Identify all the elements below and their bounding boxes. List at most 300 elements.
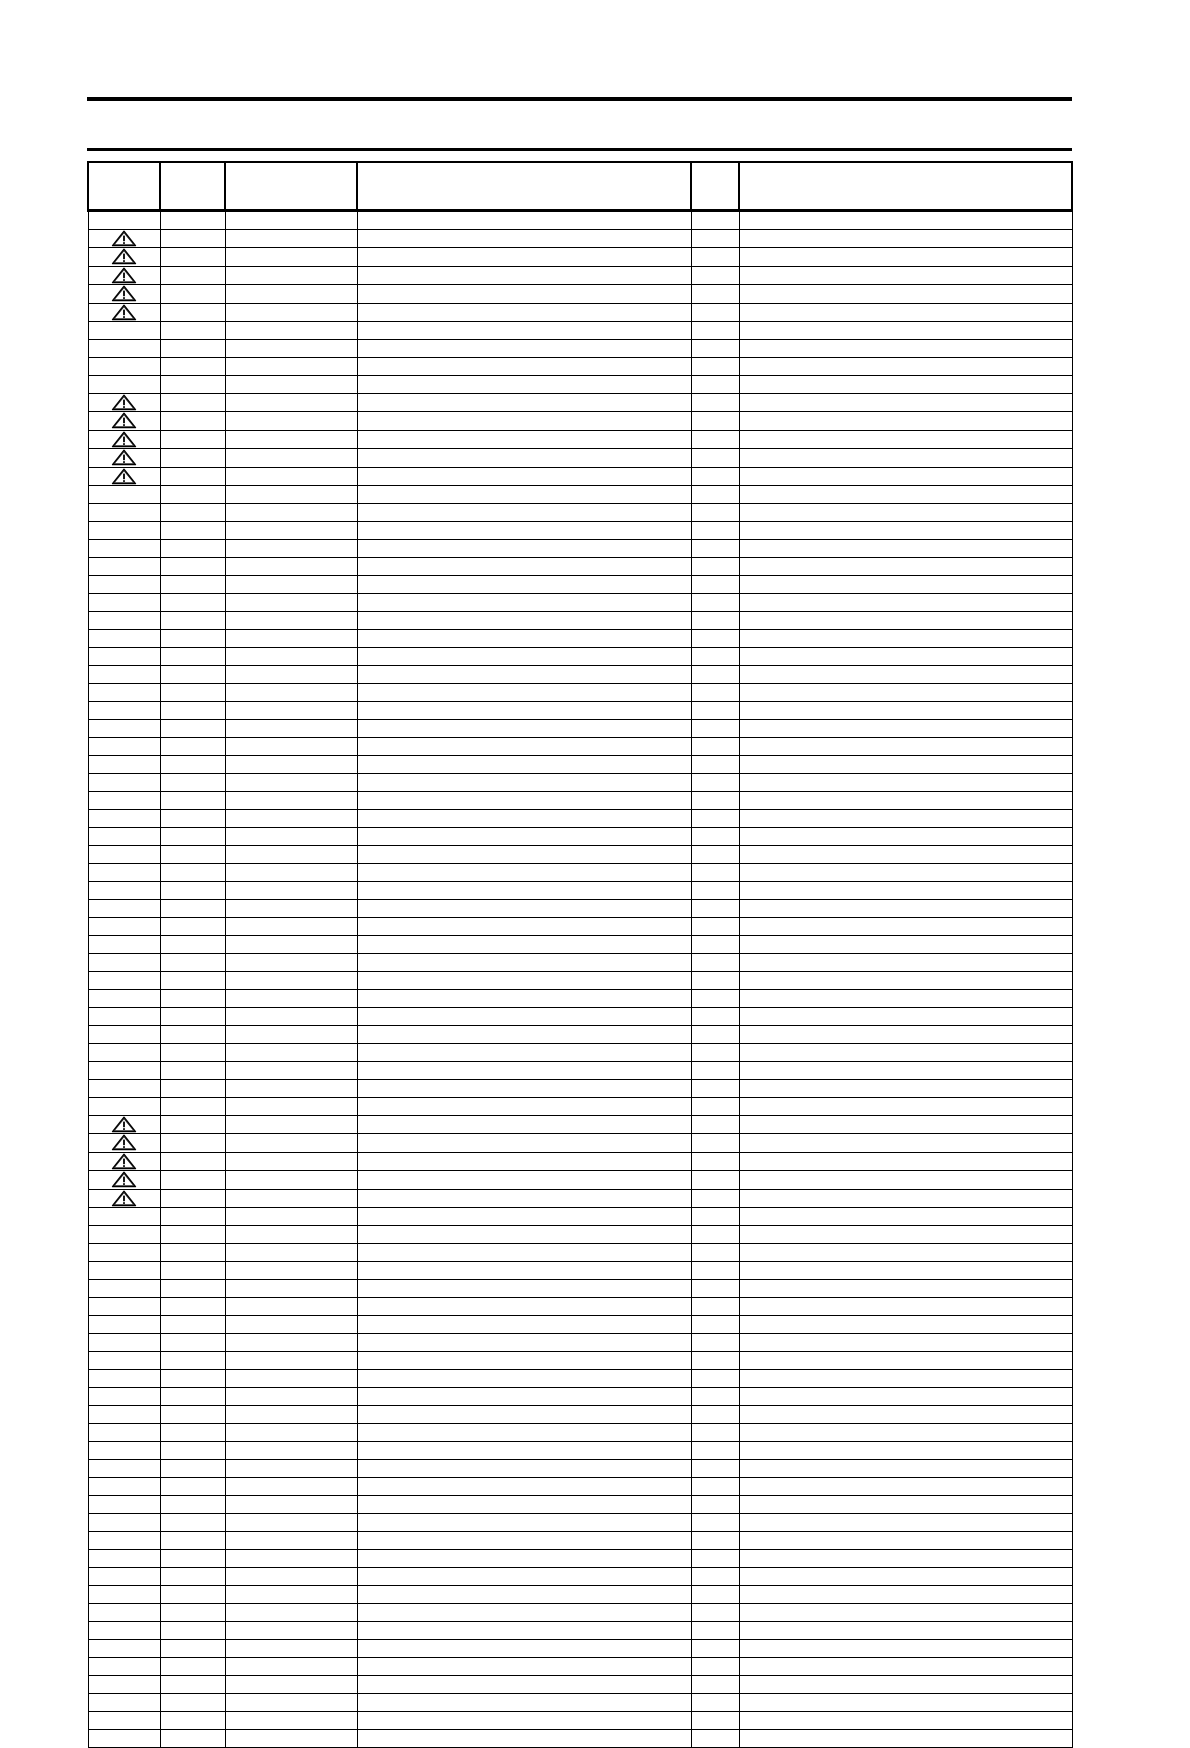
table-cell: [739, 1730, 1072, 1748]
table-cell: [357, 467, 691, 485]
table-cell: [357, 702, 691, 720]
table-cell: [739, 430, 1072, 448]
table-cell: [225, 430, 357, 448]
table-cell: [357, 1334, 691, 1352]
table-cell: [225, 412, 357, 430]
table-cell: [691, 702, 739, 720]
mark-cell: [88, 1532, 160, 1550]
table-cell: [691, 303, 739, 321]
mark-cell: [88, 1442, 160, 1460]
mark-cell: [88, 1676, 160, 1694]
table-row: [88, 248, 1072, 266]
table-cell: [160, 1424, 225, 1442]
warning-triangle-icon: [111, 267, 137, 284]
mark-cell: [88, 1604, 160, 1622]
table-cell: [160, 340, 225, 358]
table-cell: [160, 1152, 225, 1170]
table-row: [88, 1098, 1072, 1116]
table-row: [88, 303, 1072, 321]
table-row: [88, 1280, 1072, 1298]
table-cell: [225, 1496, 357, 1514]
table-cell: [160, 486, 225, 504]
table-cell: [225, 1334, 357, 1352]
table-cell: [225, 1298, 357, 1316]
table-cell: [357, 558, 691, 576]
table-cell: [160, 504, 225, 522]
table-row: [88, 376, 1072, 394]
table-cell: [357, 1586, 691, 1604]
table-cell: [160, 918, 225, 936]
table-row: [88, 558, 1072, 576]
section-rule: [87, 148, 1072, 151]
table-cell: [357, 1676, 691, 1694]
table-row: [88, 1262, 1072, 1280]
table-cell: [357, 1730, 691, 1748]
mark-cell: [88, 358, 160, 376]
table-cell: [225, 882, 357, 900]
table-cell: [739, 882, 1072, 900]
table-row: [88, 1370, 1072, 1388]
table-cell: [160, 630, 225, 648]
table-cell: [160, 412, 225, 430]
table-cell: [691, 1730, 739, 1748]
table-cell: [225, 1442, 357, 1460]
table-cell: [160, 1044, 225, 1062]
table-cell: [357, 1080, 691, 1098]
table-cell: [691, 648, 739, 666]
table-cell: [225, 1152, 357, 1170]
table-cell: [691, 792, 739, 810]
table-cell: [160, 1712, 225, 1730]
table-cell: [739, 864, 1072, 882]
mark-cell: [88, 1460, 160, 1478]
table-cell: [739, 1208, 1072, 1226]
table-cell: [160, 1316, 225, 1334]
mark-cell: [88, 540, 160, 558]
table-cell: [160, 1460, 225, 1478]
table-cell: [691, 1352, 739, 1370]
table-cell: [691, 1712, 739, 1730]
table-row: [88, 954, 1072, 972]
mark-cell: [88, 738, 160, 756]
table-cell: [225, 1388, 357, 1406]
warning-triangle-icon: [111, 1190, 137, 1207]
table-cell: [160, 322, 225, 340]
table-cell: [691, 358, 739, 376]
table-row: [88, 412, 1072, 430]
table-cell: [691, 230, 739, 248]
table-cell: [225, 1676, 357, 1694]
table-cell: [691, 882, 739, 900]
table-cell: [739, 540, 1072, 558]
table-cell: [691, 322, 739, 340]
table-cell: [357, 540, 691, 558]
table-cell: [739, 1550, 1072, 1568]
table-row: [88, 1604, 1072, 1622]
table-cell: [691, 504, 739, 522]
table-cell: [357, 1298, 691, 1316]
table-cell: [160, 376, 225, 394]
table-cell: [357, 1244, 691, 1262]
table-cell: [160, 1334, 225, 1352]
table-cell: [357, 1424, 691, 1442]
table-cell: [160, 1026, 225, 1044]
table-cell: [691, 756, 739, 774]
table-cell: [225, 486, 357, 504]
table-cell: [739, 322, 1072, 340]
table-cell: [160, 1370, 225, 1388]
table-cell: [357, 1604, 691, 1622]
table-cell: [357, 1694, 691, 1712]
table-cell: [691, 774, 739, 792]
table-cell: [160, 394, 225, 412]
table-cell: [225, 285, 357, 303]
table-cell: [691, 1008, 739, 1026]
table-row: [88, 720, 1072, 738]
mark-cell: [88, 828, 160, 846]
table-cell: [225, 340, 357, 358]
table-cell: [225, 666, 357, 684]
table-cell: [357, 1044, 691, 1062]
table-cell: [225, 774, 357, 792]
table-cell: [691, 558, 739, 576]
table-cell: [739, 558, 1072, 576]
column-header-description: [357, 162, 691, 211]
table-cell: [691, 1316, 739, 1334]
table-cell: [691, 1098, 739, 1116]
table-cell: [739, 1316, 1072, 1334]
table-cell: [357, 738, 691, 756]
mark-cell: [88, 1189, 160, 1207]
table-cell: [739, 1514, 1072, 1532]
table-cell: [160, 720, 225, 738]
table-cell: [160, 558, 225, 576]
table-row: [88, 918, 1072, 936]
warning-triangle-icon: [111, 431, 137, 448]
table-row: [88, 1388, 1072, 1406]
mark-cell: [88, 248, 160, 266]
table-cell: [357, 1568, 691, 1586]
table-cell: [691, 846, 739, 864]
table-cell: [357, 303, 691, 321]
table-cell: [225, 630, 357, 648]
table-cell: [739, 666, 1072, 684]
table-cell: [225, 1008, 357, 1026]
table-row: [88, 792, 1072, 810]
table-cell: [357, 612, 691, 630]
table-cell: [225, 828, 357, 846]
table-cell: [357, 810, 691, 828]
table-cell: [357, 1280, 691, 1298]
table-cell: [357, 1478, 691, 1496]
table-cell: [160, 303, 225, 321]
table-cell: [160, 1062, 225, 1080]
table-row: [88, 486, 1072, 504]
table-cell: [225, 1406, 357, 1424]
table-cell: [691, 1442, 739, 1460]
table-row: [88, 1586, 1072, 1604]
table-cell: [739, 376, 1072, 394]
table-row: [88, 522, 1072, 540]
table-cell: [160, 1676, 225, 1694]
table-cell: [739, 303, 1072, 321]
table-cell: [160, 666, 225, 684]
table-cell: [225, 449, 357, 467]
table-cell: [357, 918, 691, 936]
mark-cell: [88, 1208, 160, 1226]
mark-cell: [88, 1514, 160, 1532]
table-cell: [357, 1098, 691, 1116]
table-cell: [160, 1568, 225, 1586]
mark-cell: [88, 1424, 160, 1442]
table-row: [88, 864, 1072, 882]
table-cell: [357, 864, 691, 882]
table-cell: [357, 412, 691, 430]
table-cell: [739, 954, 1072, 972]
table-cell: [691, 972, 739, 990]
table-cell: [160, 1604, 225, 1622]
table-row: [88, 828, 1072, 846]
column-header-mark: [88, 162, 160, 211]
table-cell: [225, 1514, 357, 1532]
table-cell: [739, 266, 1072, 284]
table-cell: [160, 1171, 225, 1189]
table-cell: [739, 1658, 1072, 1676]
table-cell: [160, 1189, 225, 1207]
table-cell: [357, 1370, 691, 1388]
table-cell: [691, 248, 739, 266]
table-cell: [160, 882, 225, 900]
table-cell: [739, 1226, 1072, 1244]
warning-triangle-icon: [111, 230, 137, 247]
table-row: [88, 1152, 1072, 1170]
table-row: [88, 846, 1072, 864]
table-cell: [691, 1334, 739, 1352]
table-row: [88, 340, 1072, 358]
warning-triangle-icon: [111, 1153, 137, 1170]
table-cell: [160, 1134, 225, 1152]
table-cell: [691, 828, 739, 846]
table-cell: [357, 792, 691, 810]
table-cell: [160, 828, 225, 846]
table-cell: [691, 720, 739, 738]
table-row: [88, 230, 1072, 248]
table-cell: [739, 467, 1072, 485]
table-cell: [357, 1712, 691, 1730]
table-row: [88, 1442, 1072, 1460]
mark-cell: [88, 864, 160, 882]
table-row: [88, 1478, 1072, 1496]
mark-cell: [88, 1280, 160, 1298]
table-cell: [160, 756, 225, 774]
table-cell: [357, 1152, 691, 1170]
table-cell: [225, 648, 357, 666]
table-cell: [160, 1244, 225, 1262]
table-cell: [357, 1171, 691, 1189]
table-cell: [160, 1730, 225, 1748]
mark-cell: [88, 1226, 160, 1244]
table-cell: [225, 504, 357, 522]
table-row: [88, 1514, 1072, 1532]
table-cell: [225, 1044, 357, 1062]
column-header-ref: [160, 162, 225, 211]
table-cell: [225, 248, 357, 266]
table-row: [88, 900, 1072, 918]
table-cell: [691, 666, 739, 684]
header-rule: [87, 97, 1072, 101]
table-cell: [739, 486, 1072, 504]
table-cell: [160, 1622, 225, 1640]
table-cell: [225, 1280, 357, 1298]
table-cell: [691, 1424, 739, 1442]
table-cell: [739, 990, 1072, 1008]
table-cell: [225, 810, 357, 828]
table-cell: [691, 954, 739, 972]
table-cell: [357, 1116, 691, 1134]
mark-cell: [88, 1352, 160, 1370]
table-cell: [160, 684, 225, 702]
table-cell: [357, 504, 691, 522]
table-cell: [160, 576, 225, 594]
table-cell: [225, 1586, 357, 1604]
column-header-qty: [691, 162, 739, 211]
table-cell: [225, 540, 357, 558]
table-cell: [225, 720, 357, 738]
table-row: [88, 1640, 1072, 1658]
table-cell: [225, 612, 357, 630]
table-cell: [357, 1226, 691, 1244]
table-cell: [225, 1026, 357, 1044]
table-row: [88, 990, 1072, 1008]
table-cell: [160, 1586, 225, 1604]
table-cell: [357, 449, 691, 467]
table-cell: [739, 1370, 1072, 1388]
table-cell: [357, 1622, 691, 1640]
table-cell: [691, 1134, 739, 1152]
table-cell: [357, 430, 691, 448]
table-cell: [225, 792, 357, 810]
table-cell: [225, 576, 357, 594]
table-cell: [225, 1658, 357, 1676]
table-cell: [691, 412, 739, 430]
table-cell: [739, 1334, 1072, 1352]
table-row: [88, 648, 1072, 666]
table-cell: [739, 1442, 1072, 1460]
table-cell: [691, 1658, 739, 1676]
table-cell: [225, 1568, 357, 1586]
table-cell: [739, 594, 1072, 612]
table-cell: [691, 576, 739, 594]
table-cell: [225, 266, 357, 284]
table-row: [88, 449, 1072, 467]
table-cell: [357, 1514, 691, 1532]
table-cell: [691, 1226, 739, 1244]
table-row: [88, 1424, 1072, 1442]
table-row: [88, 467, 1072, 485]
table-cell: [225, 1080, 357, 1098]
table-cell: [225, 1208, 357, 1226]
table-cell: [160, 990, 225, 1008]
table-row: [88, 1208, 1072, 1226]
table-cell: [691, 1388, 739, 1406]
table-row: [88, 1189, 1072, 1207]
mark-cell: [88, 1316, 160, 1334]
table-cell: [691, 1622, 739, 1640]
table-cell: [739, 1262, 1072, 1280]
table-cell: [225, 1352, 357, 1370]
mark-cell: [88, 774, 160, 792]
table-row: [88, 1008, 1072, 1026]
table-cell: [357, 1352, 691, 1370]
table-cell: [691, 594, 739, 612]
table-cell: [160, 266, 225, 284]
table-cell: [160, 1098, 225, 1116]
table-row: [88, 666, 1072, 684]
table-cell: [739, 1604, 1072, 1622]
table-row: [88, 322, 1072, 340]
table-cell: [160, 774, 225, 792]
table-cell: [160, 972, 225, 990]
table-cell: [739, 449, 1072, 467]
mark-cell: [88, 576, 160, 594]
table-row: [88, 1244, 1072, 1262]
table-row: [88, 594, 1072, 612]
mark-cell: [88, 285, 160, 303]
mark-cell: [88, 648, 160, 666]
table-cell: [357, 1550, 691, 1568]
mark-cell: [88, 630, 160, 648]
table-cell: [357, 990, 691, 1008]
table-cell: [160, 230, 225, 248]
mark-cell: [88, 1116, 160, 1134]
mark-cell: [88, 1298, 160, 1316]
table-cell: [739, 1532, 1072, 1550]
table-cell: [225, 900, 357, 918]
table-cell: [691, 394, 739, 412]
table-cell: [225, 1694, 357, 1712]
table-row: [88, 430, 1072, 448]
mark-cell: [88, 1406, 160, 1424]
table-cell: [691, 1604, 739, 1622]
table-cell: [739, 1116, 1072, 1134]
table-cell: [160, 1008, 225, 1026]
table-row: [88, 1298, 1072, 1316]
table-row: [88, 1316, 1072, 1334]
table-cell: [739, 248, 1072, 266]
table-cell: [691, 900, 739, 918]
table-cell: [160, 1658, 225, 1676]
table-cell: [739, 774, 1072, 792]
table-cell: [357, 1316, 691, 1334]
mark-cell: [88, 1586, 160, 1604]
mark-cell: [88, 1244, 160, 1262]
table-cell: [739, 684, 1072, 702]
table-row: [88, 882, 1072, 900]
table-cell: [160, 1388, 225, 1406]
table-row: [88, 1226, 1072, 1244]
table-cell: [160, 1080, 225, 1098]
table-cell: [160, 1532, 225, 1550]
table-cell: [225, 1316, 357, 1334]
table-cell: [160, 1640, 225, 1658]
table-row: [88, 1171, 1072, 1189]
table-cell: [691, 1080, 739, 1098]
mark-cell: [88, 1262, 160, 1280]
table-cell: [739, 358, 1072, 376]
table-cell: [739, 1008, 1072, 1026]
table-cell: [225, 936, 357, 954]
table-cell: [357, 666, 691, 684]
